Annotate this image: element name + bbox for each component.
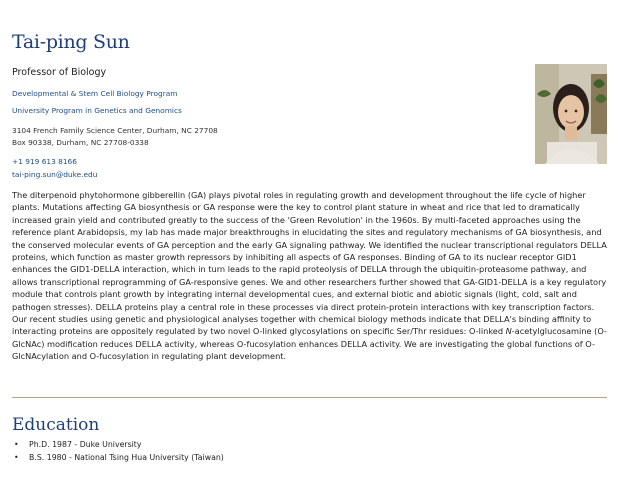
program-link-genetics[interactable]: University Program in Genetics and Genomics [12,106,182,115]
education-list [12,438,224,464]
address-line-2: Box 90338, Durham, NC 27708-0338 [12,138,149,147]
education-item-text: B.S. 1980 - National Tsing Hua University (Taiwan) [29,453,224,462]
bio-part-1: The diterpenoid phytohormone gibberellin (GA) plays pivotal roles in regulating growth and development throughout the life cycle of higher plants. Mutations affecting GA biosynthesis or GA response were the key to control plant stature in wheat and rice that led to dramatically increased grain yield and contributed greatly to the success of the 'Green Revolution' in the 1960s. By multi-faceted approaches using the reference plant Arabidopsis, my lab has made major breakthroughs in elucidating the sites and regulatory mechanisms of GA biosynthesis, and the conserved molecular events of GA perception and the early GA signaling pathway. We identified the nuclear transcriptional regulators DELLA proteins, which function as master growth repressors by inhibiting all aspects of GA responses. Binding of GA to its nuclear receptor GID1 enhances the GID1-DELLA interaction, which in turn leads to the rapid proteolysis of DELLA through the ubiquitin-proteasome pathway, and allows transcriptional reprogramming of GA-responsive genes. We and other researchers further showed that GA-GID1-DELLA is a key regulatory module that controls plant growth by integrating internal developmental cues, and external biotic and abiotic signals (light, cold, salt and pathogen stresses). DELLA proteins play a central role in these processes via direct protein-protein interactions with key transcription factors. Our recent studies using genetic and physiological analyses together with chemical biology methods indicate that DELLA's binding affinity to interacting proteins are oppositely regulated by two novel O-linked glycosylations on specific Ser/Thr residues: O-linked [12,190,607,337]
education-item [12,438,224,451]
biography-text [12,189,608,363]
program-link-developmental[interactable]: Developmental & Stem Cell Biology Program [12,89,178,98]
bullet-icon: • [14,440,19,449]
phone-link[interactable]: +1 919 613 8166 [12,157,77,166]
email-link[interactable]: tai-ping.sun@duke.edu [12,170,98,179]
bio-part-2: -acetylglucosamine (O-GlcNAc) modification reduces DELLA activity, whereas O-fucosylation enhances DELLA activity. We are investigating the global functions of O-GlcNAcylation and O-fucosylation in regulating plant development. [12,326,607,362]
bio-italic-n: N [505,326,512,337]
profile-name: Tai-ping Sun [12,31,130,53]
profile-title: Professor of Biology [12,67,107,78]
portrait-image [535,64,607,164]
education-item-text: Ph.D. 1987 - Duke University [29,440,142,449]
profile-photo [535,64,607,164]
education-item [12,451,224,464]
section-divider [12,397,607,398]
bullet-icon: • [14,453,19,462]
address-line-1: 3104 French Family Science Center, Durham, NC 27708 [12,126,218,135]
education-heading: Education [12,415,100,435]
